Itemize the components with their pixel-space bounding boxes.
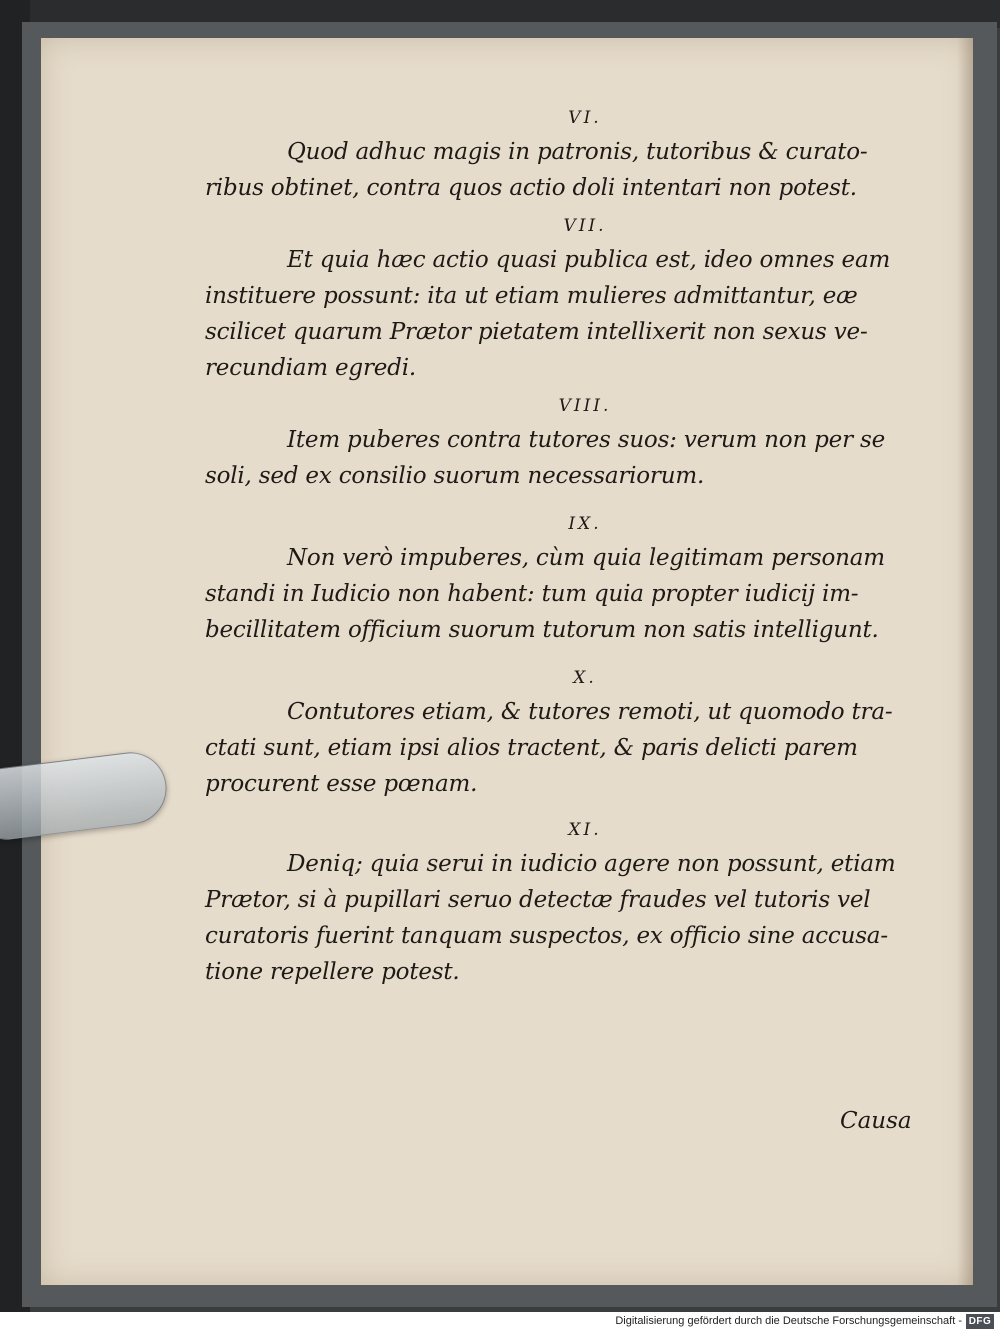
text-line: curatoris fuerint tanquam suspectos, ex officio sine accusa- bbox=[205, 923, 888, 949]
text-line: scilicet quarum Prætor pietatem intellixerit non sexus ve- bbox=[205, 319, 868, 345]
section-numeral: VIII. bbox=[558, 396, 612, 416]
text-line: becillitatem officium suorum tutorum non satis intelligunt. bbox=[205, 617, 879, 643]
text-line: Prætor, si à pupillari seruo detectæ fraudes vel tutoris vel bbox=[205, 887, 871, 913]
text-line: Et quia hæc actio quasi publica est, ideo omnes eam bbox=[287, 247, 891, 273]
section-numeral: X. bbox=[573, 668, 597, 688]
section-numeral: XI. bbox=[568, 820, 602, 840]
text-line: ctati sunt, etiam ipsi alios tractent, & paris delicti parem bbox=[205, 735, 858, 761]
section-numeral: VI. bbox=[568, 108, 602, 128]
funding-notice: Digitalisierung gefördert durch die Deutsche Forschungsgemeinschaft - bbox=[615, 1315, 962, 1327]
dfg-logo: DFG bbox=[966, 1314, 994, 1329]
text-line: ribus obtinet, contra quos actio doli intentari non potest. bbox=[205, 175, 857, 201]
text-line: recundiam egredi. bbox=[205, 355, 416, 381]
text-line: Item puberes contra tutores suos: verum non per se bbox=[287, 427, 886, 453]
text-line: Contutores etiam, & tutores remoti, ut quomodo tra- bbox=[287, 699, 893, 725]
section-numeral: IX. bbox=[568, 514, 602, 534]
catchword: Causa bbox=[840, 1108, 912, 1134]
text-line: tione repellere potest. bbox=[205, 959, 460, 985]
footer-bar bbox=[0, 1312, 1000, 1333]
text-line: soli, sed ex consilio suorum necessariorum. bbox=[205, 463, 705, 489]
text-line: procurent esse pœnam. bbox=[205, 771, 478, 797]
text-line: Non verò impuberes, cùm quia legitimam personam bbox=[287, 545, 885, 571]
text-line: Quod adhuc magis in patronis, tutoribus & curato- bbox=[287, 139, 868, 165]
page-gutter-shadow bbox=[957, 38, 973, 1285]
text-line: Deniq; quia serui in iudicio agere non possunt, etiam bbox=[287, 851, 896, 877]
text-line: instituere possunt: ita ut etiam mulieres admittantur, eæ bbox=[205, 283, 858, 309]
text-line: standi in Iudicio non habent: tum quia propter iudicij im- bbox=[205, 581, 859, 607]
section-numeral: VII. bbox=[563, 216, 607, 236]
page-text bbox=[205, 108, 925, 990]
